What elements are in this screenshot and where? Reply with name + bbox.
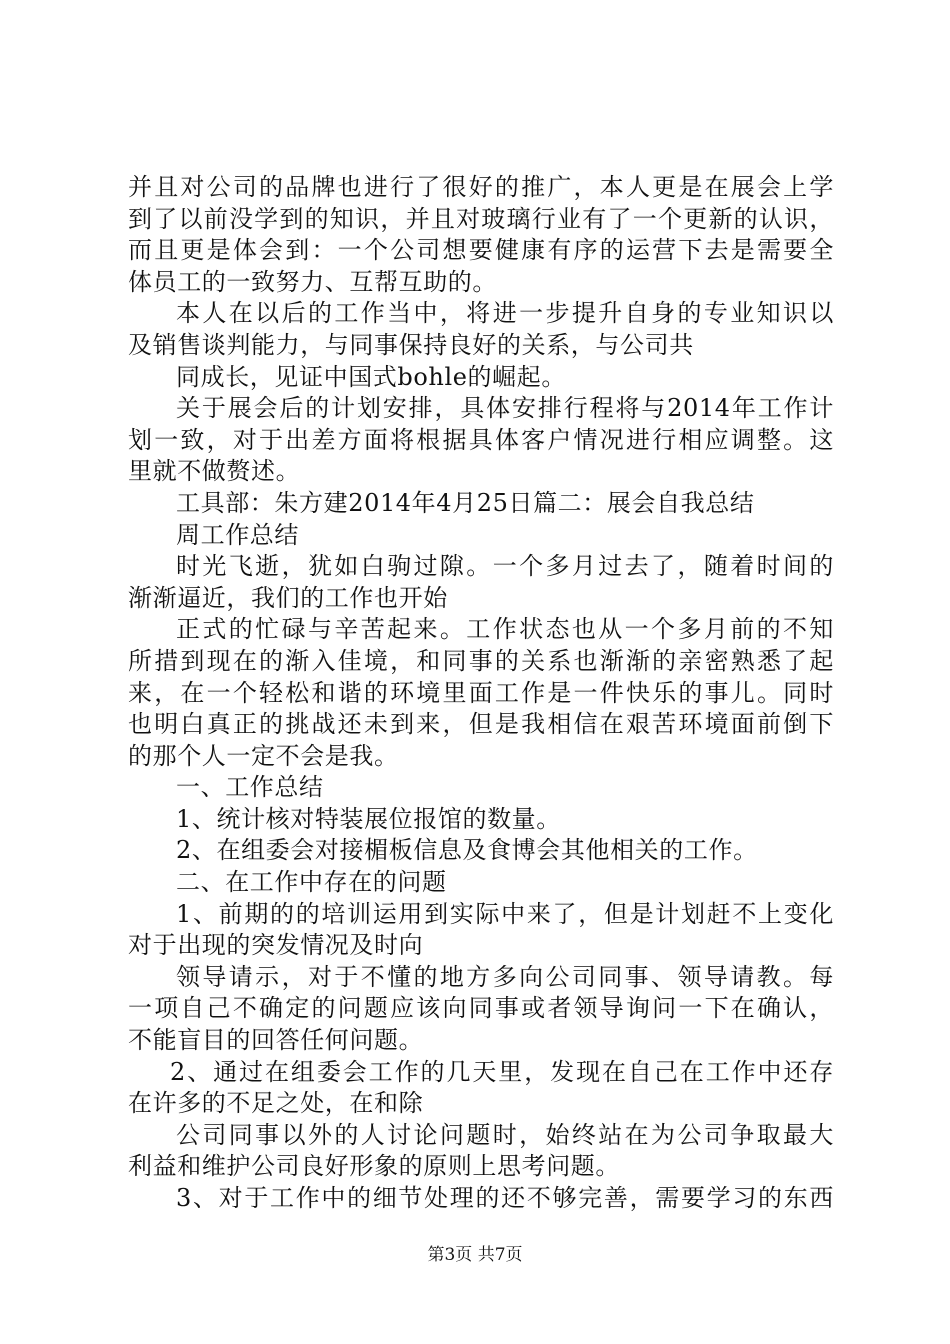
page-number-footer: 第3页 共7页 [427, 1245, 523, 1265]
text-line: 划一致，对于出差方面将根据具体客户情况进行相应调整。这 [128, 425, 834, 454]
text-line: 关于展会后的计划安排，具体安排行程将与2014年工作计 [176, 394, 834, 423]
list-item: 3、对于工作中的细节处理的还不够完善，需要学习的东西 [176, 1184, 834, 1212]
text-line: 同成长，见证中国式bohle的崛起。 [176, 362, 566, 391]
document-body [128, 172, 834, 1215]
text-line: 渐渐逼近，我们的工作也开始 [128, 583, 448, 612]
text-line: 不能盲目的回答任何问题。 [128, 1026, 424, 1055]
text-line: 一项自己不确定的问题应该向同事或者领导询问一下在确认， [128, 994, 834, 1023]
text-line: 公司同事以外的人讨论问题时，始终站在为公司争取最大 [176, 1120, 834, 1149]
text-line: 对于出现的突发情况及时向 [128, 931, 424, 960]
text-line: 利益和维护公司良好形象的原则上思考问题。 [128, 1152, 620, 1181]
text-line: 到了以前没学到的知识，并且对玻璃行业有了一个更新的认识， [128, 204, 834, 233]
text-line: 的那个人一定不会是我。 [128, 741, 399, 770]
text-line: 并且对公司的品牌也进行了很好的推广，本人更是在展会上学 [128, 173, 834, 201]
text-line: 也明白真正的挑战还未到来，但是我相信在艰苦环境面前倒下 [128, 710, 834, 739]
section-heading: 二、在工作中存在的问题 [176, 868, 447, 897]
text-line: 正式的忙碌与辛苦起来。工作状态也从一个多月前的不知 [176, 615, 834, 644]
text-line: 里就不做赘述。 [128, 457, 301, 486]
text-line: 在许多的不足之处，在和除 [128, 1089, 424, 1118]
text-line: 体员工的一致努力、互帮互助的。 [128, 267, 497, 296]
list-item: 2、在组委会对接楣板信息及食博会其他相关的工作。 [176, 836, 758, 865]
text-line: 而且更是体会到：一个公司想要健康有序的运营下去是需要全 [128, 236, 834, 265]
text-line: 周工作总结 [176, 520, 299, 549]
text-line: 来，在一个轻松和谐的环境里面工作是一件快乐的事儿。同时 [128, 678, 834, 707]
text-line: 工具部：朱方建2014年4月25日篇二：展会自我总结 [176, 488, 755, 517]
list-item: 1、统计核对特装展位报馆的数量。 [176, 804, 561, 833]
text-line: 本人在以后的工作当中，将进一步提升自身的专业知识以 [176, 299, 834, 328]
text-line: 时光飞逝，犹如白驹过隙。一个多月过去了，随着时间的 [176, 552, 834, 581]
text-line: 及销售谈判能力，与同事保持良好的关系，与公司共 [128, 330, 694, 359]
text-line: 所措到现在的渐入佳境，和同事的关系也渐渐的亲密熟悉了起 [128, 646, 834, 675]
text-line: 领导请示，对于不懂的地方多向公司同事、领导请教。每 [176, 962, 834, 991]
section-heading: 一、工作总结 [176, 773, 324, 802]
list-item: 1、前期的的培训运用到实际中来了，但是计划赶不上变化 [176, 899, 834, 928]
list-item: 2、通过在组委会工作的几天里，发现在自己在工作中还存 [170, 1057, 834, 1086]
